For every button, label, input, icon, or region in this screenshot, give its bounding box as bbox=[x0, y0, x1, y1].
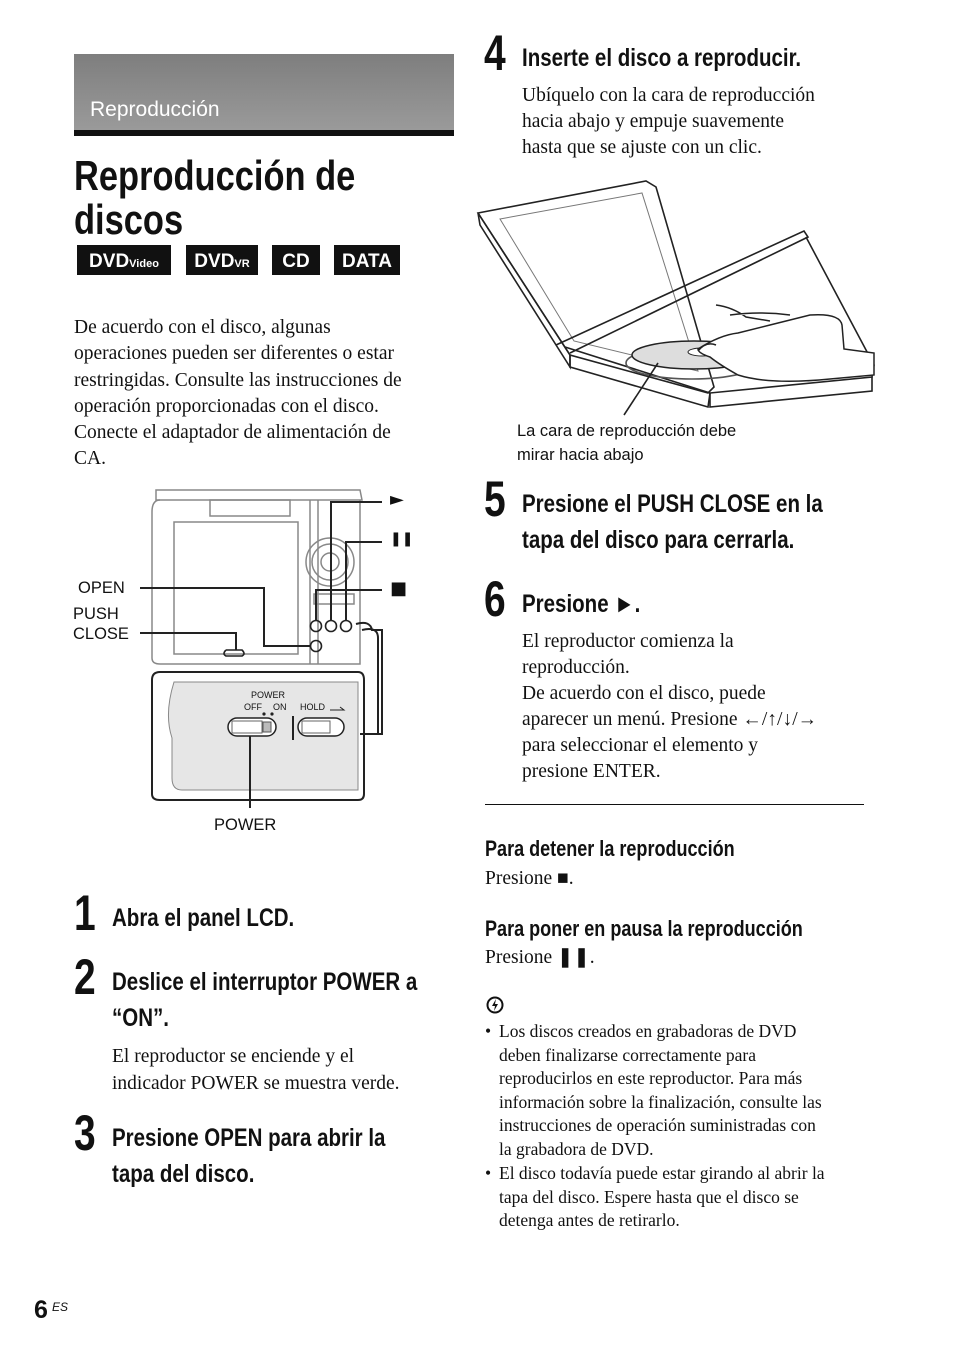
switch-title: POWER bbox=[251, 690, 286, 700]
badge-dvd-vr: DVDVR bbox=[187, 246, 257, 274]
step-2-body-line1: El reproductor se enciende y el bbox=[112, 1046, 355, 1067]
label-power: POWER bbox=[214, 816, 277, 834]
switch-off-label: OFF bbox=[244, 702, 262, 712]
step-6-title: Presione ►. bbox=[522, 590, 641, 618]
page-number: 6 bbox=[34, 1296, 48, 1324]
stop-heading: Para detener la reproducción bbox=[485, 836, 735, 861]
step-5-title-line1: Presione el PUSH CLOSE en la bbox=[522, 490, 823, 518]
step-2-body-line2: indicador POWER se muestra verde. bbox=[112, 1073, 400, 1094]
tip-line: El disco todavía puede estar girando al abrir la bbox=[499, 1163, 825, 1183]
disc-caption-line1: La cara de reproducción debe bbox=[517, 422, 737, 440]
hold-label: HOLD bbox=[300, 702, 326, 712]
step-1-title: Abra el panel LCD. bbox=[112, 904, 295, 932]
pause-symbol: ❚❚ bbox=[390, 531, 414, 547]
label-open: OPEN bbox=[78, 579, 125, 597]
step-6-body-line4: aparecer un menú. Presione ←/↑/↓/→ bbox=[522, 709, 818, 730]
bullet: • bbox=[485, 1163, 492, 1183]
step-2-number: 2 bbox=[74, 949, 96, 1005]
badge-cd: CD bbox=[273, 246, 319, 274]
intro-paragraph bbox=[74, 315, 464, 473]
tip-line: la grabadora de DVD. bbox=[499, 1138, 654, 1159]
stop-symbol: ■ bbox=[390, 578, 408, 599]
label-close: CLOSE bbox=[73, 625, 129, 643]
tip-item bbox=[485, 1162, 865, 1234]
step-3-title-line2: tapa del disco. bbox=[112, 1160, 255, 1188]
switch-on-label: ON bbox=[273, 702, 287, 712]
step-2-title-line1: Deslice el interruptor POWER a bbox=[112, 968, 418, 996]
disc-insertion-diagram bbox=[470, 175, 880, 425]
page-title-line1: Reproducción de bbox=[74, 152, 356, 199]
intro-line: operaciones pueden ser diferentes o estar bbox=[74, 343, 394, 365]
step-5-title-line2: tapa del disco para cerrarla. bbox=[522, 526, 795, 554]
intro-line: De acuerdo con el disco, algunas bbox=[74, 317, 331, 338]
step-6-body-line5: para seleccionar el elemento y bbox=[522, 735, 759, 756]
step-3-title-line1: Presione OPEN para abrir la bbox=[112, 1124, 386, 1152]
step-4-number: 4 bbox=[484, 25, 506, 81]
step-4-body-line2: hacia abajo y empuje suavemente bbox=[522, 111, 785, 132]
tip-line: instrucciones de operación suministradas con bbox=[499, 1115, 816, 1135]
page-suffix: ES bbox=[52, 1300, 69, 1314]
step-1-number: 1 bbox=[74, 885, 96, 941]
badge-dvd-video: DVDVideo bbox=[78, 246, 170, 274]
pause-text: Presione ❚❚. bbox=[485, 947, 595, 968]
bullet: • bbox=[485, 1021, 492, 1041]
divider bbox=[485, 804, 864, 805]
player-diagram bbox=[60, 478, 440, 850]
step-6-body-line3: De acuerdo con el disco, puede bbox=[522, 683, 766, 704]
step-4-body-line3: hasta que se ajuste con un clic. bbox=[522, 137, 762, 158]
step-6-number: 6 bbox=[484, 571, 506, 627]
tip-line: Los discos creados en grabadoras de DVD bbox=[499, 1021, 797, 1041]
step-2-title-line2: “ON”. bbox=[112, 1004, 169, 1032]
tip-line: tapa del disco. Espere hasta que el disco se bbox=[499, 1186, 799, 1207]
step-6-body-line1: El reproductor comienza la bbox=[522, 631, 734, 652]
section-label: Reproducción bbox=[90, 98, 220, 121]
intro-line: operación proporcionadas con el disco. bbox=[74, 395, 379, 417]
play-symbol: ► bbox=[390, 489, 404, 510]
step-6-body-line2: reproducción. bbox=[522, 657, 630, 678]
intro-line: CA. bbox=[74, 448, 106, 470]
tip-item bbox=[485, 1020, 865, 1162]
pause-heading: Para poner en pausa la reproducción bbox=[485, 916, 803, 941]
stop-text: Presione ■. bbox=[485, 868, 574, 889]
step-6-body-line6: presione ENTER. bbox=[522, 761, 661, 782]
tip-line: detenga antes de retirarlo. bbox=[499, 1210, 680, 1230]
step-4-title: Inserte el disco a reproducir. bbox=[522, 44, 802, 72]
badge-data: DATA bbox=[335, 246, 399, 274]
intro-line: Conecte el adaptador de alimentación de bbox=[74, 422, 391, 444]
tip-icon bbox=[486, 996, 504, 1014]
tip-line: información sobre la finalización, consulte las bbox=[499, 1091, 822, 1112]
section-header-bar bbox=[74, 54, 454, 136]
tip-line: reproducirlos en este reproductor. Para más bbox=[499, 1068, 803, 1088]
page-title-line2: discos bbox=[74, 196, 184, 243]
tip-line: deben finalizarse correctamente para bbox=[499, 1044, 756, 1065]
step-3-number: 3 bbox=[74, 1105, 96, 1161]
disc-caption-line2: mirar hacia abajo bbox=[517, 446, 644, 464]
intro-line: restringidas. Consulte las instrucciones de bbox=[74, 369, 402, 391]
step-5-number: 5 bbox=[484, 471, 506, 527]
label-push: PUSH bbox=[73, 605, 119, 623]
step-4-body-line1: Ubíquelo con la cara de reproducción bbox=[522, 85, 815, 106]
